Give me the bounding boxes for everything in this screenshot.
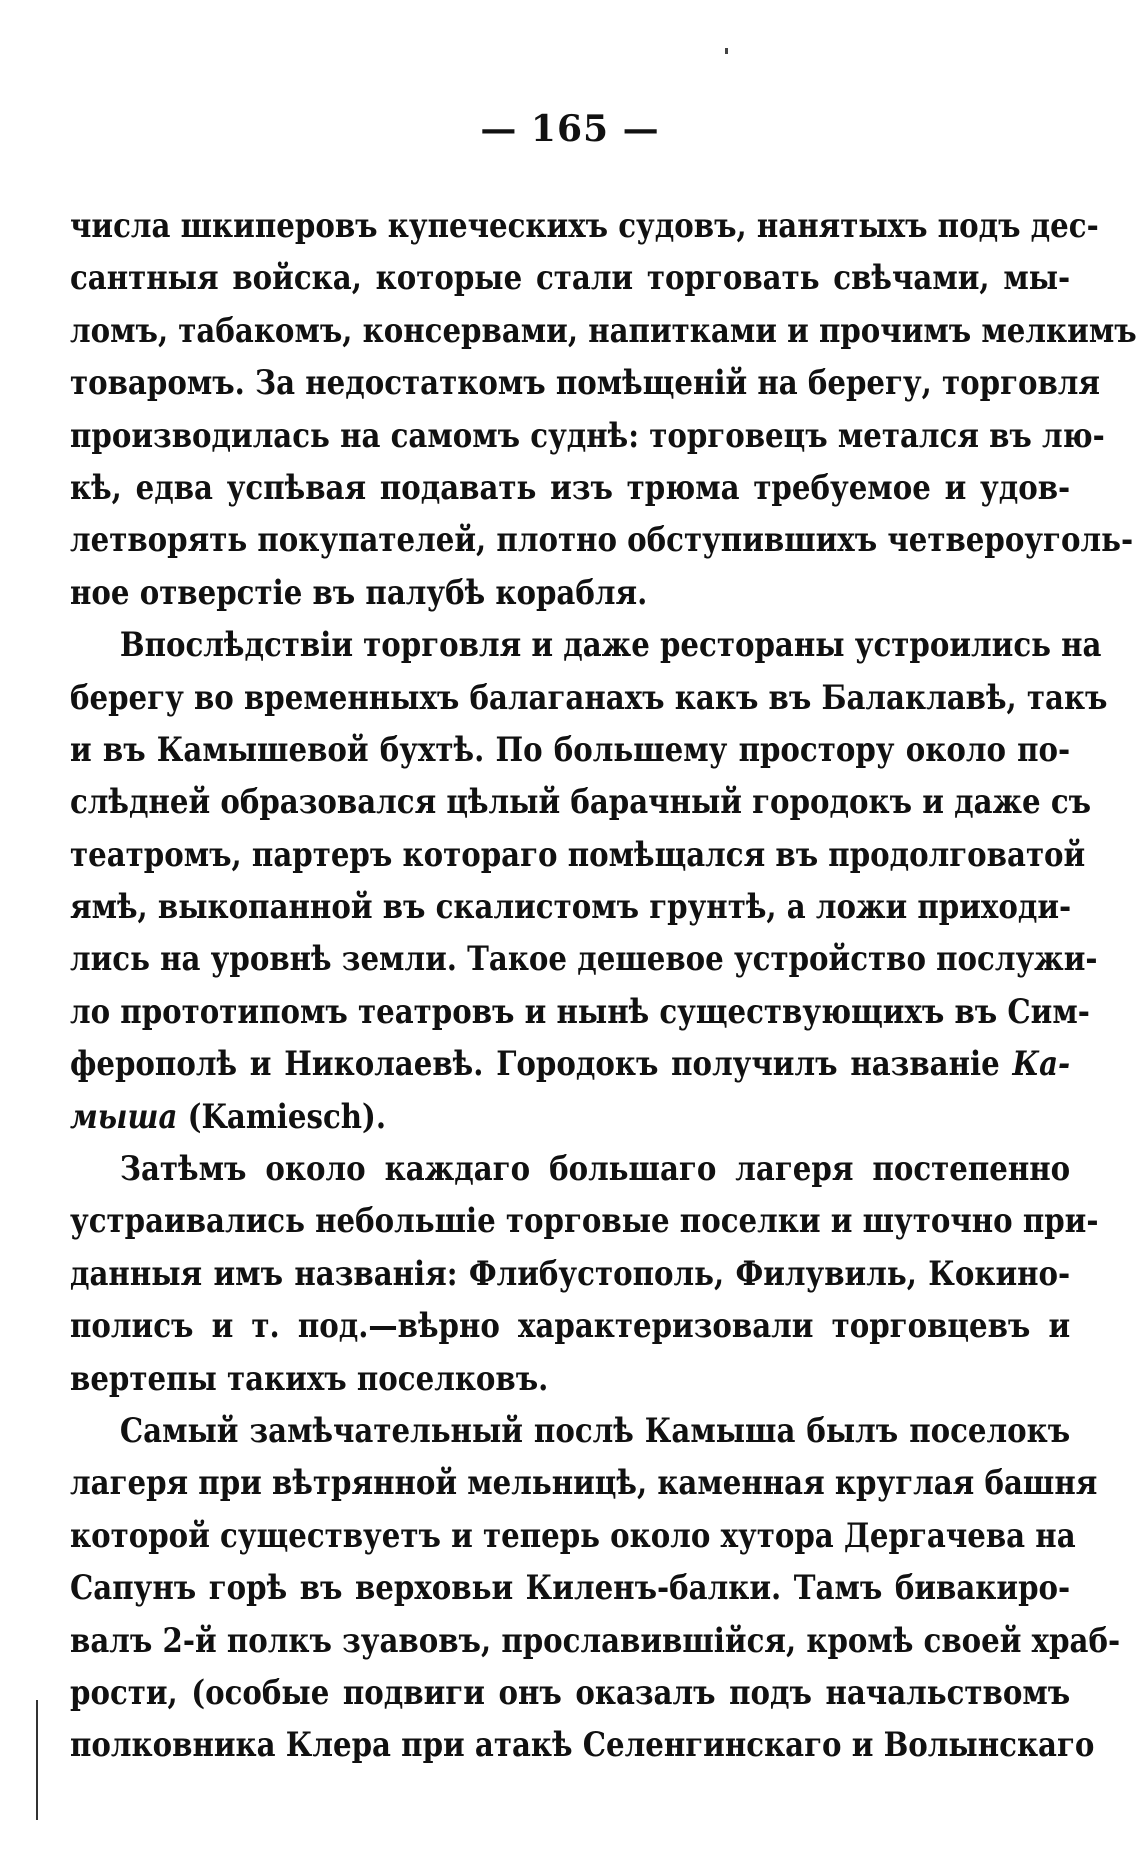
ink-speck [725, 48, 728, 54]
italic-word: мыша [70, 1096, 178, 1137]
text-line: слѣдней образовался цѣлый барачный городокъ и даже съ [70, 782, 1092, 823]
text-line: лагеря при вѣтрянной мельницѣ, каменная круглая башня [70, 1463, 1098, 1504]
text-line: Впослѣдствіи торговля и даже рестораны устроились на [119, 625, 1102, 666]
text-line: ло прототипомъ театровъ и нынѣ существующихъ въ Сим- [70, 991, 1090, 1032]
text-line: ное отверстіе въ палубѣ корабля. [70, 572, 648, 613]
text-line: валъ 2-й полкъ зуавовъ, прославившійся, кромѣ своей храб- [70, 1620, 1121, 1661]
text-line: рости, (особые подвиги онъ оказалъ подъ начальствомъ [70, 1672, 1071, 1713]
text-line: числа шкиперовъ купеческихъ судовъ, нанятыхъ подъ дес- [70, 206, 1099, 246]
text-line: сантныя войска, которые стали торговать свѣчами, мы- [70, 258, 1071, 299]
text-line: товаромъ. За недостаткомъ помѣщеній на берегу, торговля [70, 363, 1101, 404]
page-number: — 165 — [480, 108, 660, 150]
text-line: ломъ, табакомъ, консервами, напитками и прочимъ мелкимъ [70, 310, 1137, 351]
text-line [70, 1091, 1070, 1143]
text-line: лись на уровнѣ земли. Такое дешевое устройство послужи- [70, 939, 1098, 980]
text-line: и въ Камышевой бухтѣ. По большему простору около по- [70, 729, 1071, 770]
italic-word: Ка- [1012, 1044, 1071, 1085]
text-line: берегу во временныхъ балаганахъ какъ въ Балаклавѣ, такъ [70, 677, 1108, 718]
text-line: вертепы такихъ поселковъ. [70, 1358, 549, 1399]
text-line: летворять покупателей, плотно обступившихъ четвероуголь- [70, 520, 1134, 561]
text-line: Самый замѣчательный послѣ Камыша былъ поселокъ [119, 1410, 1071, 1451]
text-line: ямѣ, выкопанной въ скалистомъ грунтѣ, а ложи приходи- [70, 887, 1072, 928]
text-segment: (Kamiesch). [187, 1096, 387, 1137]
margin-line-mark [36, 1700, 38, 1820]
text-line: которой существуетъ и теперь около хутора Дергачева на [70, 1515, 1076, 1556]
text-line: кѣ, едва успѣвая подавать изъ трюма требуемое и удов- [70, 467, 1071, 508]
text-line: полисъ и т. под.—вѣрно характеризовали торговцевъ и [70, 1306, 1071, 1347]
text-line: производилась на самомъ суднѣ: торговецъ метался въ лю- [70, 415, 1105, 456]
body-text [70, 200, 1137, 1772]
text-segment: ферополѣ и Николаевѣ. Городокъ получилъ названіе [70, 1044, 1000, 1085]
text-line: театромъ, партеръ котораго помѣщался въ продолговатой [70, 834, 1086, 875]
text-line: данныя имъ названія: Флибустополь, Филувиль, Кокино- [70, 1253, 1071, 1294]
text-line: Сапунъ горѣ въ верховьи Киленъ-балки. Тамъ бивакиро- [70, 1568, 1071, 1609]
text-line: Затѣмъ около каждаго большаго лагеря постепенно [119, 1149, 1071, 1190]
text-line [70, 1038, 1070, 1090]
text-line: полковника Клера при атакѣ Селенгинскаго и Волынскаго [70, 1725, 1095, 1766]
text-line: устраивались небольшіе торговые поселки и шуточно при- [70, 1201, 1099, 1242]
